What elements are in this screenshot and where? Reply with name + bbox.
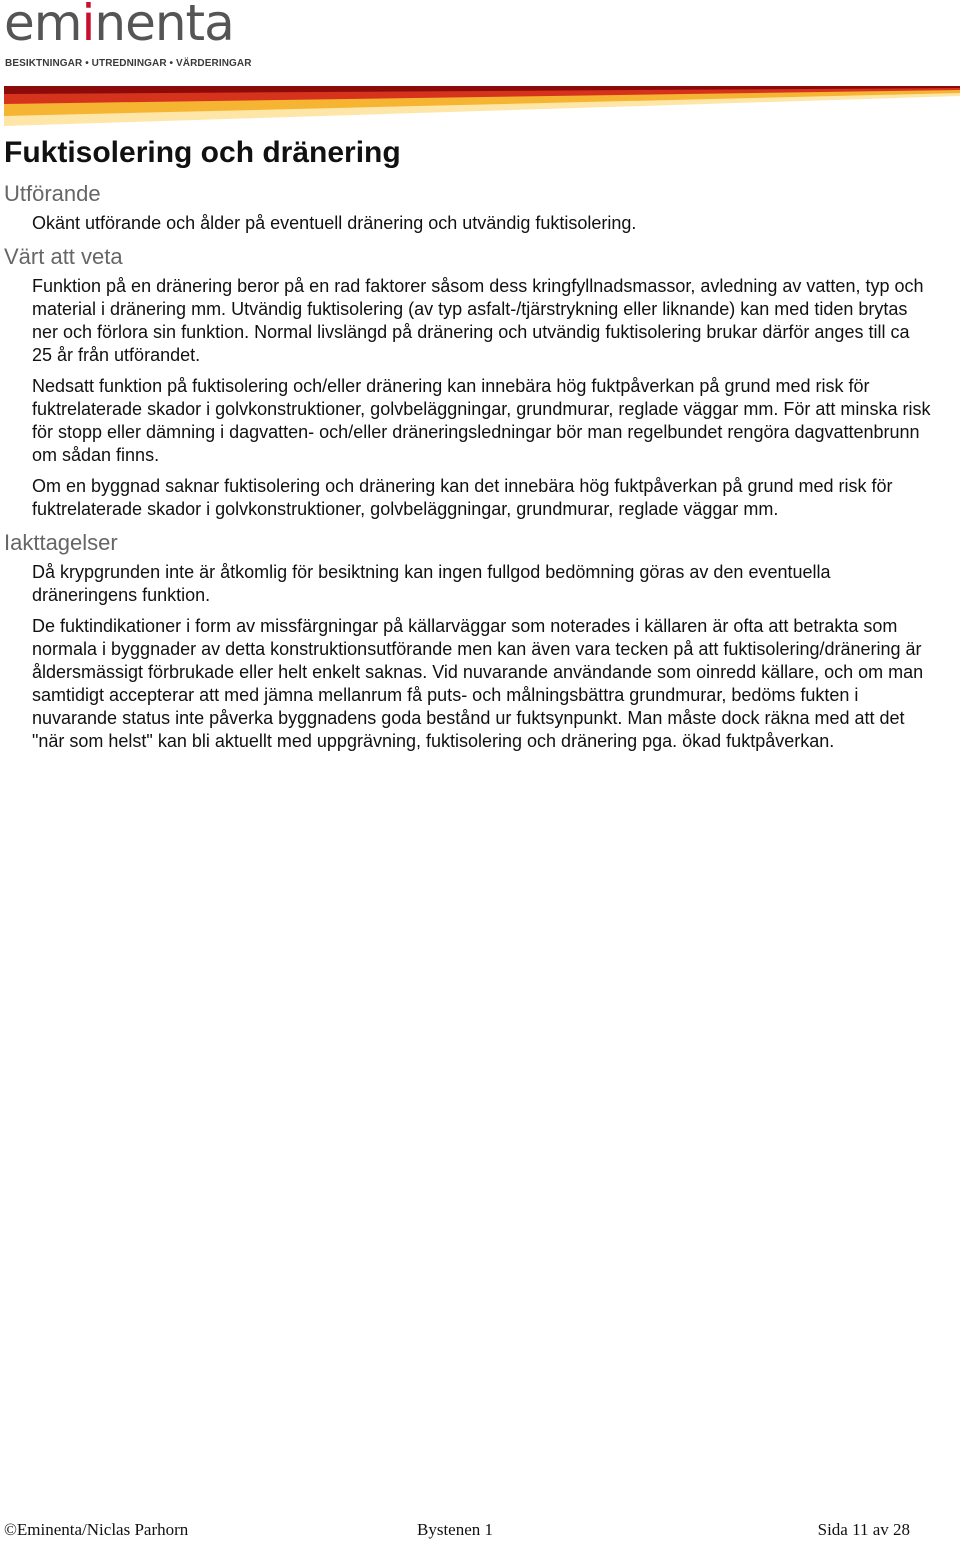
section-heading: Iakttagelser — [4, 530, 118, 555]
footer-copyright: ©Eminenta/Niclas Parhorn — [4, 1520, 189, 1539]
section-vart-att-veta — [4, 243, 934, 521]
footer-page-number: Sida 11 av 28 — [817, 1520, 910, 1539]
paragraph: Okänt utförande och ålder på eventuell dränering och utvändig fuktisolering. — [32, 213, 637, 233]
paragraph: Funktion på en dränering beror på en rad faktorer såsom dess kringfyllnadsmassor, avledning av vatten, typ och material i dränering mm. Utvändig fuktisolering (av typ asfalt-/tjärstrykning eller liknande) kan med tiden brytas ner och förlora sin funktion. Normal livslängd på dränering och utvändig fuktisolering brukar därför anges till ca 25 år från utförandet. — [32, 276, 924, 365]
logo-tagline: BESIKTNINGAR • UTREDNINGAR • VÄRDERINGAR — [5, 58, 252, 69]
section-heading: Värt att veta — [4, 244, 123, 269]
section-heading: Utförande — [4, 181, 101, 206]
page-footer — [4, 1520, 910, 1544]
logo-wordmark: eminenta — [4, 0, 234, 52]
paragraph: Nedsatt funktion på fuktisolering och/eller dränering kan innebära hög fuktpåverkan på grund med risk för fuktrelaterade skador i golvkonstruktioner, golvbeläggningar, grundmurar, reglade väggar mm. För att minska risk för stopp eller dämning i dagvatten- och/eller dräneringsledningar bör man regelbundet rengöra dagvattenbrunn om sådan finns. — [32, 376, 931, 465]
page-content — [4, 134, 934, 761]
paragraph: Om en byggnad saknar fuktisolering och dränering kan det innebära hög fuktpåverkan på grund med risk för fuktrelaterade skador i golvkonstruktioner, golvbeläggningar, grundmurar, reglade väggar mm. — [32, 476, 893, 519]
section-utforande — [4, 180, 934, 235]
header-color-band — [0, 82, 960, 126]
paragraph: Då krypgrunden inte är åtkomlig för besiktning kan ingen fullgod bedömning göras av den eventuella dräneringens funktion. — [32, 562, 831, 605]
footer-property-name: Bystenen 1 — [417, 1520, 494, 1539]
page-title: Fuktisolering och dränering — [4, 136, 401, 169]
company-logo — [4, 0, 252, 74]
section-iakttagelser — [4, 529, 934, 753]
paragraph: De fuktindikationer i form av missfärgningar på källarväggar som noterades i källaren är ofta att betrakta som normala i byggnader av detta konstruktionsutförande men kan även vara tecken på att fuktisolering/dränering är åldersmässigt förbrukade eller helt enkelt saknas. Vid nuvarande användande som oinredd källare, och om man samtidigt accepterar att med jämna mellanrum få puts- och målningsbättra grundmurar, bedöms fukten i nuvarande status inte påverka byggnadens goda bestånd ur fuktsynpunkt. Man måste dock räkna med att det "när som helst" kan bli aktuellt med uppgrävning, fuktisolering och dränering pga. ökad fuktpåverkan. — [32, 616, 924, 751]
